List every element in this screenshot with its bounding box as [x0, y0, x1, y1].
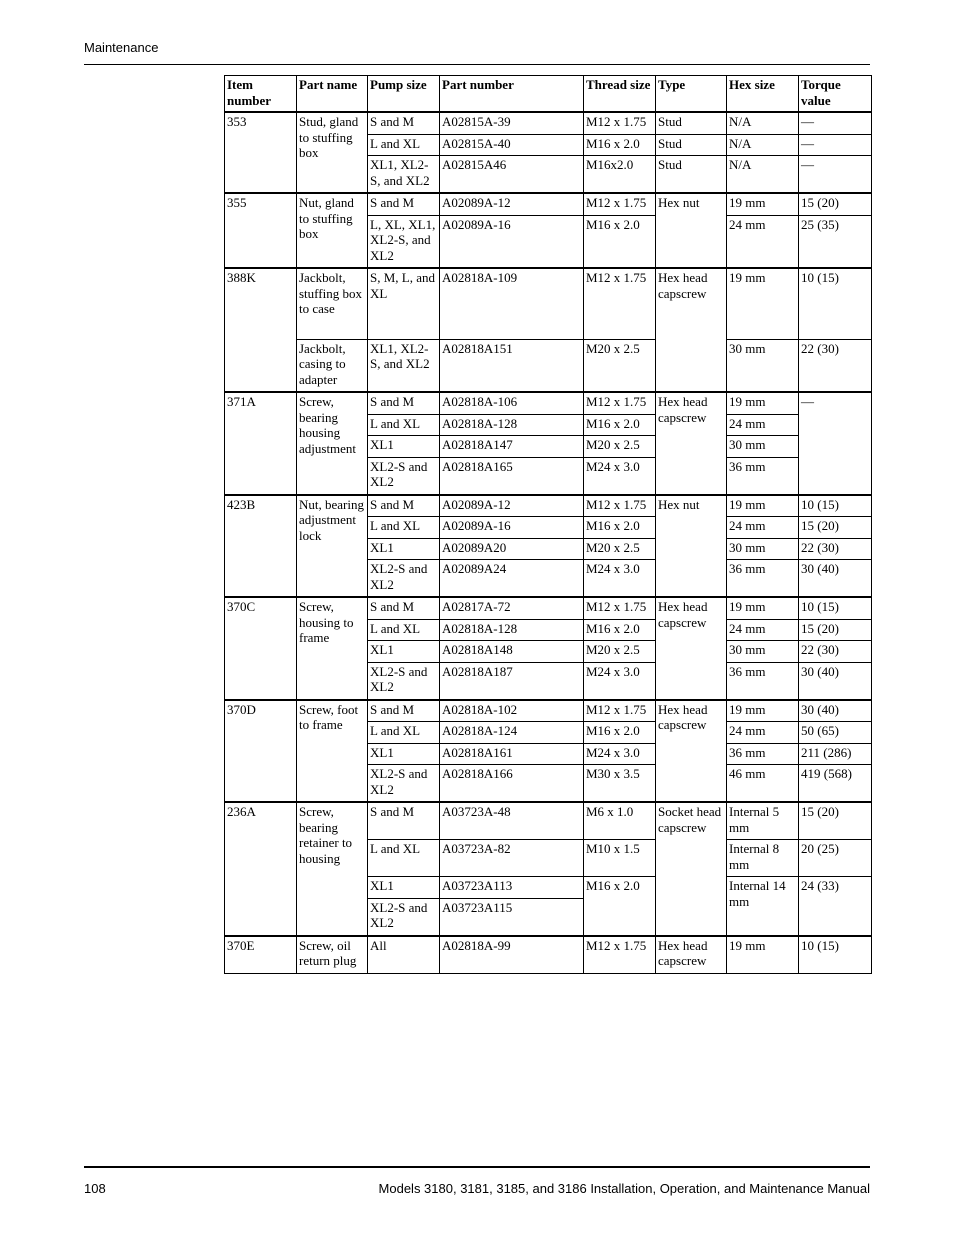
part-number-cell: A02815A-39 — [440, 112, 584, 134]
type-cell: Hex nut — [656, 193, 727, 268]
part-name-cell: Screw, bearing retainer to housing — [297, 802, 368, 936]
hex-size-cell: 19 mm — [727, 392, 799, 414]
pump-size-cell: XL2-S and XL2 — [368, 765, 440, 803]
item-group-370e — [225, 936, 872, 974]
item-group-371a — [225, 392, 872, 495]
table-row — [225, 700, 872, 722]
torque-value-cell: 211 (286) — [799, 743, 872, 765]
part-number-cell: A03723A115 — [440, 898, 584, 936]
torque-value-cell: — — [799, 156, 872, 194]
hex-size-cell: 19 mm — [727, 193, 799, 215]
item-number-cell: 388K — [225, 268, 297, 392]
part-name-cell: Nut, gland to stuffing box — [297, 193, 368, 268]
torque-value-cell: — — [799, 112, 872, 134]
hex-size-cell: 19 mm — [727, 936, 799, 974]
type-cell: Hex nut — [656, 495, 727, 598]
hex-size-cell: 24 mm — [727, 722, 799, 744]
thread-size-cell: M12 x 1.75 — [584, 392, 656, 414]
thread-size-cell: M12 x 1.75 — [584, 112, 656, 134]
manual-title: Models 3180, 3181, 3185, and 3186 Installation, Operation, and Maintenance Manual — [378, 1181, 870, 1196]
pump-size-cell: L and XL — [368, 840, 440, 877]
torque-value-cell: 50 (65) — [799, 722, 872, 744]
part-number-cell: A02089A-12 — [440, 495, 584, 517]
item-group-370d — [225, 700, 872, 803]
hex-size-cell: N/A — [727, 134, 799, 156]
part-number-cell: A02818A165 — [440, 457, 584, 495]
table-row — [225, 112, 872, 134]
part-number-cell: A02818A148 — [440, 641, 584, 663]
item-group-370c — [225, 597, 872, 700]
part-number-cell: A02089A-16 — [440, 215, 584, 268]
section-header: Maintenance — [84, 40, 159, 55]
hex-size-cell: 19 mm — [727, 597, 799, 619]
torque-value-cell: 22 (30) — [799, 641, 872, 663]
item-number-cell: 236A — [225, 802, 297, 936]
part-number-cell: A02089A20 — [440, 538, 584, 560]
hex-size-cell: Internal 8 mm — [727, 840, 799, 877]
col-header-pump-size: Pump size — [368, 76, 440, 113]
hex-size-cell: 30 mm — [727, 436, 799, 458]
hex-size-cell: 24 mm — [727, 215, 799, 268]
type-cell: Hex head capscrew — [656, 392, 727, 495]
type-cell: Stud — [656, 134, 727, 156]
part-name-cell: Screw, oil return plug — [297, 936, 368, 974]
hex-size-cell: 19 mm — [727, 268, 799, 339]
thread-size-cell: M20 x 2.5 — [584, 538, 656, 560]
torque-value-cell: 10 (15) — [799, 936, 872, 974]
table-row — [225, 802, 872, 840]
thread-size-cell: M6 x 1.0 — [584, 802, 656, 840]
pump-size-cell: S and M — [368, 392, 440, 414]
type-cell: Hex head capscrew — [656, 936, 727, 974]
col-header-hex-size: Hex size — [727, 76, 799, 113]
torque-value-cell: 10 (15) — [799, 495, 872, 517]
table-row — [225, 193, 872, 215]
item-group-236a — [225, 802, 872, 936]
item-number-cell: 353 — [225, 112, 297, 193]
pump-size-cell: L, XL, XL1, XL2-S, and XL2 — [368, 215, 440, 268]
thread-size-cell: M12 x 1.75 — [584, 193, 656, 215]
torque-value-cell: 10 (15) — [799, 597, 872, 619]
item-number-cell: 355 — [225, 193, 297, 268]
torque-value-cell: 22 (30) — [799, 339, 872, 392]
part-number-cell: A02818A-124 — [440, 722, 584, 744]
thread-size-cell: M12 x 1.75 — [584, 495, 656, 517]
item-number-cell: 423B — [225, 495, 297, 598]
part-name-cell: Screw, foot to frame — [297, 700, 368, 803]
pump-size-cell: XL1 — [368, 877, 440, 899]
torque-value-cell: 15 (20) — [799, 517, 872, 539]
hex-size-cell: 36 mm — [727, 457, 799, 495]
pump-size-cell: S and M — [368, 700, 440, 722]
col-header-part-name: Part name — [297, 76, 368, 113]
pump-size-cell: L and XL — [368, 134, 440, 156]
col-header-torque-value: Torque value — [799, 76, 872, 113]
part-name-cell: Stud, gland to stuffing box — [297, 112, 368, 193]
hex-size-cell: 36 mm — [727, 662, 799, 700]
part-number-cell: A02818A151 — [440, 339, 584, 392]
part-number-cell: A03723A-48 — [440, 802, 584, 840]
thread-size-cell: M24 x 3.0 — [584, 457, 656, 495]
torque-value-cell: 25 (35) — [799, 215, 872, 268]
thread-size-cell: M12 x 1.75 — [584, 268, 656, 339]
part-name-cell: Nut, bearing adjustment lock — [297, 495, 368, 598]
hex-size-cell: 24 mm — [727, 517, 799, 539]
hex-size-cell: 30 mm — [727, 641, 799, 663]
torque-value-cell: 30 (40) — [799, 560, 872, 598]
col-header-part-number: Part number — [440, 76, 584, 113]
table-row — [225, 268, 872, 339]
torque-value-cell: 30 (40) — [799, 662, 872, 700]
pump-size-cell: XL1 — [368, 641, 440, 663]
item-number-cell: 371A — [225, 392, 297, 495]
part-number-cell: A02818A-128 — [440, 619, 584, 641]
thread-size-cell: M24 x 3.0 — [584, 743, 656, 765]
col-header-thread-size: Thread size — [584, 76, 656, 113]
hex-size-cell: Internal 14 mm — [727, 877, 799, 936]
pump-size-cell: L and XL — [368, 414, 440, 436]
part-number-cell: A02818A147 — [440, 436, 584, 458]
type-cell: Hex head capscrew — [656, 268, 727, 392]
table-header-row — [225, 76, 872, 113]
table-row — [225, 392, 872, 414]
part-number-cell: A02817A-72 — [440, 597, 584, 619]
part-name-cell: Screw, bearing housing adjustment — [297, 392, 368, 495]
pump-size-cell: L and XL — [368, 722, 440, 744]
hex-size-cell: 36 mm — [727, 743, 799, 765]
thread-size-cell: M12 x 1.75 — [584, 936, 656, 974]
torque-value-cell: 22 (30) — [799, 538, 872, 560]
thread-size-cell: M24 x 3.0 — [584, 560, 656, 598]
torque-value-cell: 15 (20) — [799, 619, 872, 641]
thread-size-cell: M24 x 3.0 — [584, 662, 656, 700]
item-number-cell: 370D — [225, 700, 297, 803]
part-number-cell: A02089A24 — [440, 560, 584, 598]
table-row — [225, 339, 872, 392]
thread-size-cell: M12 x 1.75 — [584, 597, 656, 619]
type-cell: Stud — [656, 112, 727, 134]
pump-size-cell: XL2-S and XL2 — [368, 898, 440, 936]
page-number: 108 — [84, 1181, 106, 1196]
type-cell: Stud — [656, 156, 727, 194]
item-group-388k — [225, 268, 872, 392]
pump-size-cell: XL1 — [368, 538, 440, 560]
hex-size-cell: Internal 5 mm — [727, 802, 799, 840]
pump-size-cell: S and M — [368, 597, 440, 619]
thread-size-cell: M16 x 2.0 — [584, 877, 656, 936]
part-name-cell: Jackbolt, stuffing box to case — [297, 268, 368, 339]
torque-value-cell: 10 (15) — [799, 268, 872, 339]
item-number-cell: 370E — [225, 936, 297, 974]
pump-size-cell: XL2-S and XL2 — [368, 560, 440, 598]
thread-size-cell: M20 x 2.5 — [584, 339, 656, 392]
item-group-353 — [225, 112, 872, 193]
hex-size-cell: 24 mm — [727, 619, 799, 641]
pump-size-cell: S and M — [368, 112, 440, 134]
torque-value-cell: 20 (25) — [799, 840, 872, 877]
part-number-cell: A02818A-102 — [440, 700, 584, 722]
part-number-cell: A02089A-12 — [440, 193, 584, 215]
thread-size-cell: M16 x 2.0 — [584, 517, 656, 539]
col-header-item-number: Item number — [225, 76, 297, 113]
pump-size-cell: XL1, XL2-S, and XL2 — [368, 339, 440, 392]
pump-size-cell: S and M — [368, 802, 440, 840]
pump-size-cell: XL1 — [368, 436, 440, 458]
pump-size-cell: All — [368, 936, 440, 974]
hex-size-cell: 36 mm — [727, 560, 799, 598]
part-number-cell: A02818A-106 — [440, 392, 584, 414]
type-cell: Hex head capscrew — [656, 597, 727, 700]
pump-size-cell: L and XL — [368, 619, 440, 641]
hex-size-cell: 19 mm — [727, 495, 799, 517]
part-number-cell: A02818A187 — [440, 662, 584, 700]
pump-size-cell: S, M, L, and XL — [368, 268, 440, 339]
footer-rule — [84, 1166, 870, 1168]
part-number-cell: A02089A-16 — [440, 517, 584, 539]
fastener-torque-table — [224, 75, 872, 974]
col-header-type: Type — [656, 76, 727, 113]
table-row — [225, 936, 872, 974]
hex-size-cell: N/A — [727, 156, 799, 194]
pump-size-cell: XL2-S and XL2 — [368, 457, 440, 495]
type-cell: Hex head capscrew — [656, 700, 727, 803]
part-number-cell: A02818A166 — [440, 765, 584, 803]
item-number-cell: 370C — [225, 597, 297, 700]
hex-size-cell: 30 mm — [727, 538, 799, 560]
torque-value-cell: 24 (33) — [799, 877, 872, 936]
part-name-cell: Screw, housing to frame — [297, 597, 368, 700]
part-number-cell: A02818A-99 — [440, 936, 584, 974]
part-number-cell: A02818A-109 — [440, 268, 584, 339]
torque-value-cell: 15 (20) — [799, 802, 872, 840]
thread-size-cell: M16 x 2.0 — [584, 619, 656, 641]
torque-value-cell: 15 (20) — [799, 193, 872, 215]
part-number-cell: A02815A-40 — [440, 134, 584, 156]
thread-size-cell: M10 x 1.5 — [584, 840, 656, 877]
thread-size-cell: M16 x 2.0 — [584, 414, 656, 436]
torque-value-cell: 419 (568) — [799, 765, 872, 803]
hex-size-cell: 46 mm — [727, 765, 799, 803]
thread-size-cell: M20 x 2.5 — [584, 641, 656, 663]
pump-size-cell: S and M — [368, 495, 440, 517]
pump-size-cell: XL1 — [368, 743, 440, 765]
thread-size-cell: M16 x 2.0 — [584, 134, 656, 156]
thread-size-cell: M16x2.0 — [584, 156, 656, 194]
torque-value-cell: 30 (40) — [799, 700, 872, 722]
part-number-cell: A02818A161 — [440, 743, 584, 765]
item-group-355 — [225, 193, 872, 268]
part-name-cell: Jackbolt, casing to adapter — [297, 339, 368, 392]
hex-size-cell: N/A — [727, 112, 799, 134]
hex-size-cell: 19 mm — [727, 700, 799, 722]
part-number-cell: A03723A-82 — [440, 840, 584, 877]
part-number-cell: A02815A46 — [440, 156, 584, 194]
thread-size-cell: M30 x 3.5 — [584, 765, 656, 803]
thread-size-cell: M16 x 2.0 — [584, 722, 656, 744]
hex-size-cell: 30 mm — [727, 339, 799, 392]
table-row — [225, 495, 872, 517]
item-group-423b — [225, 495, 872, 598]
header-rule — [84, 64, 870, 65]
thread-size-cell: M12 x 1.75 — [584, 700, 656, 722]
pump-size-cell: S and M — [368, 193, 440, 215]
pump-size-cell: XL1, XL2-S, and XL2 — [368, 156, 440, 194]
pump-size-cell: XL2-S and XL2 — [368, 662, 440, 700]
part-number-cell: A03723A113 — [440, 877, 584, 899]
type-cell: Socket head capscrew — [656, 802, 727, 936]
pump-size-cell: L and XL — [368, 517, 440, 539]
hex-size-cell: 24 mm — [727, 414, 799, 436]
thread-size-cell: M20 x 2.5 — [584, 436, 656, 458]
part-number-cell: A02818A-128 — [440, 414, 584, 436]
torque-value-cell: — — [799, 134, 872, 156]
table-row — [225, 597, 872, 619]
thread-size-cell: M16 x 2.0 — [584, 215, 656, 268]
torque-value-cell: — — [799, 392, 872, 495]
